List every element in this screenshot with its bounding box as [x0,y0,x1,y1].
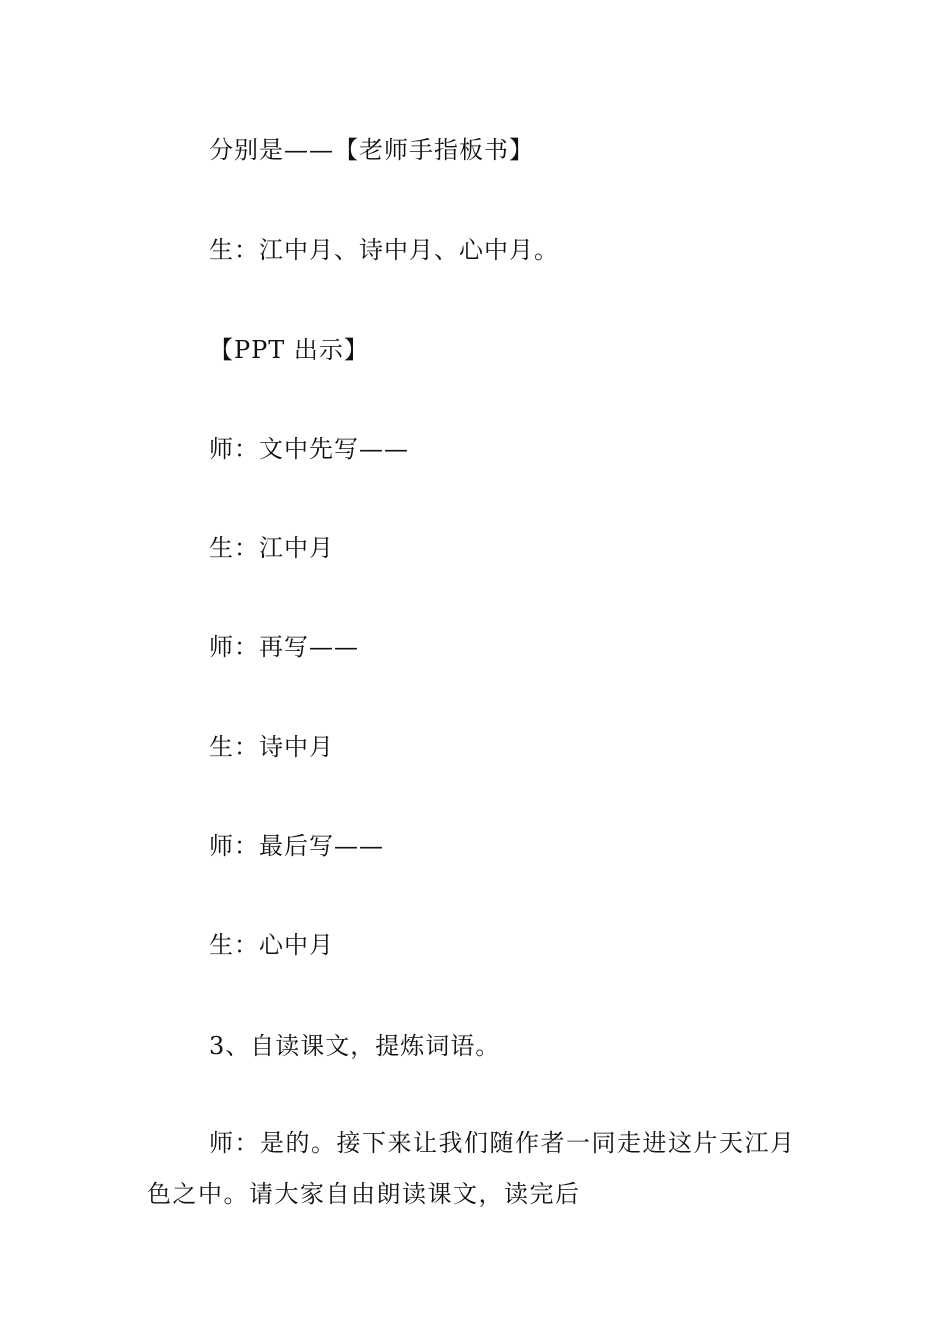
text-line: 分别是——【老师手指板书】 [209,136,534,164]
paragraph-line: 师：是的。接下来让我们随作者一同走进这片天江月 [209,1129,796,1157]
text-line: 生：心中月 [209,931,334,959]
text-line: 师：再写—— [209,633,359,661]
text-line: 生：诗中月 [209,733,334,761]
text-line: 生：江中月、诗中月、心中月。 [209,236,559,264]
paragraph-line: 色之中。请大家自由朗读课文，读完后 [147,1180,581,1208]
text-line: 师：文中先写—— [209,435,409,463]
section-heading: 3、自读课文，提炼词语。 [209,1032,501,1060]
text-line: 师：最后写—— [209,832,384,860]
text-line: 生：江中月 [209,534,334,562]
text-line: 【PPT 出示】 [209,336,369,364]
body-paragraph [147,1118,807,1220]
